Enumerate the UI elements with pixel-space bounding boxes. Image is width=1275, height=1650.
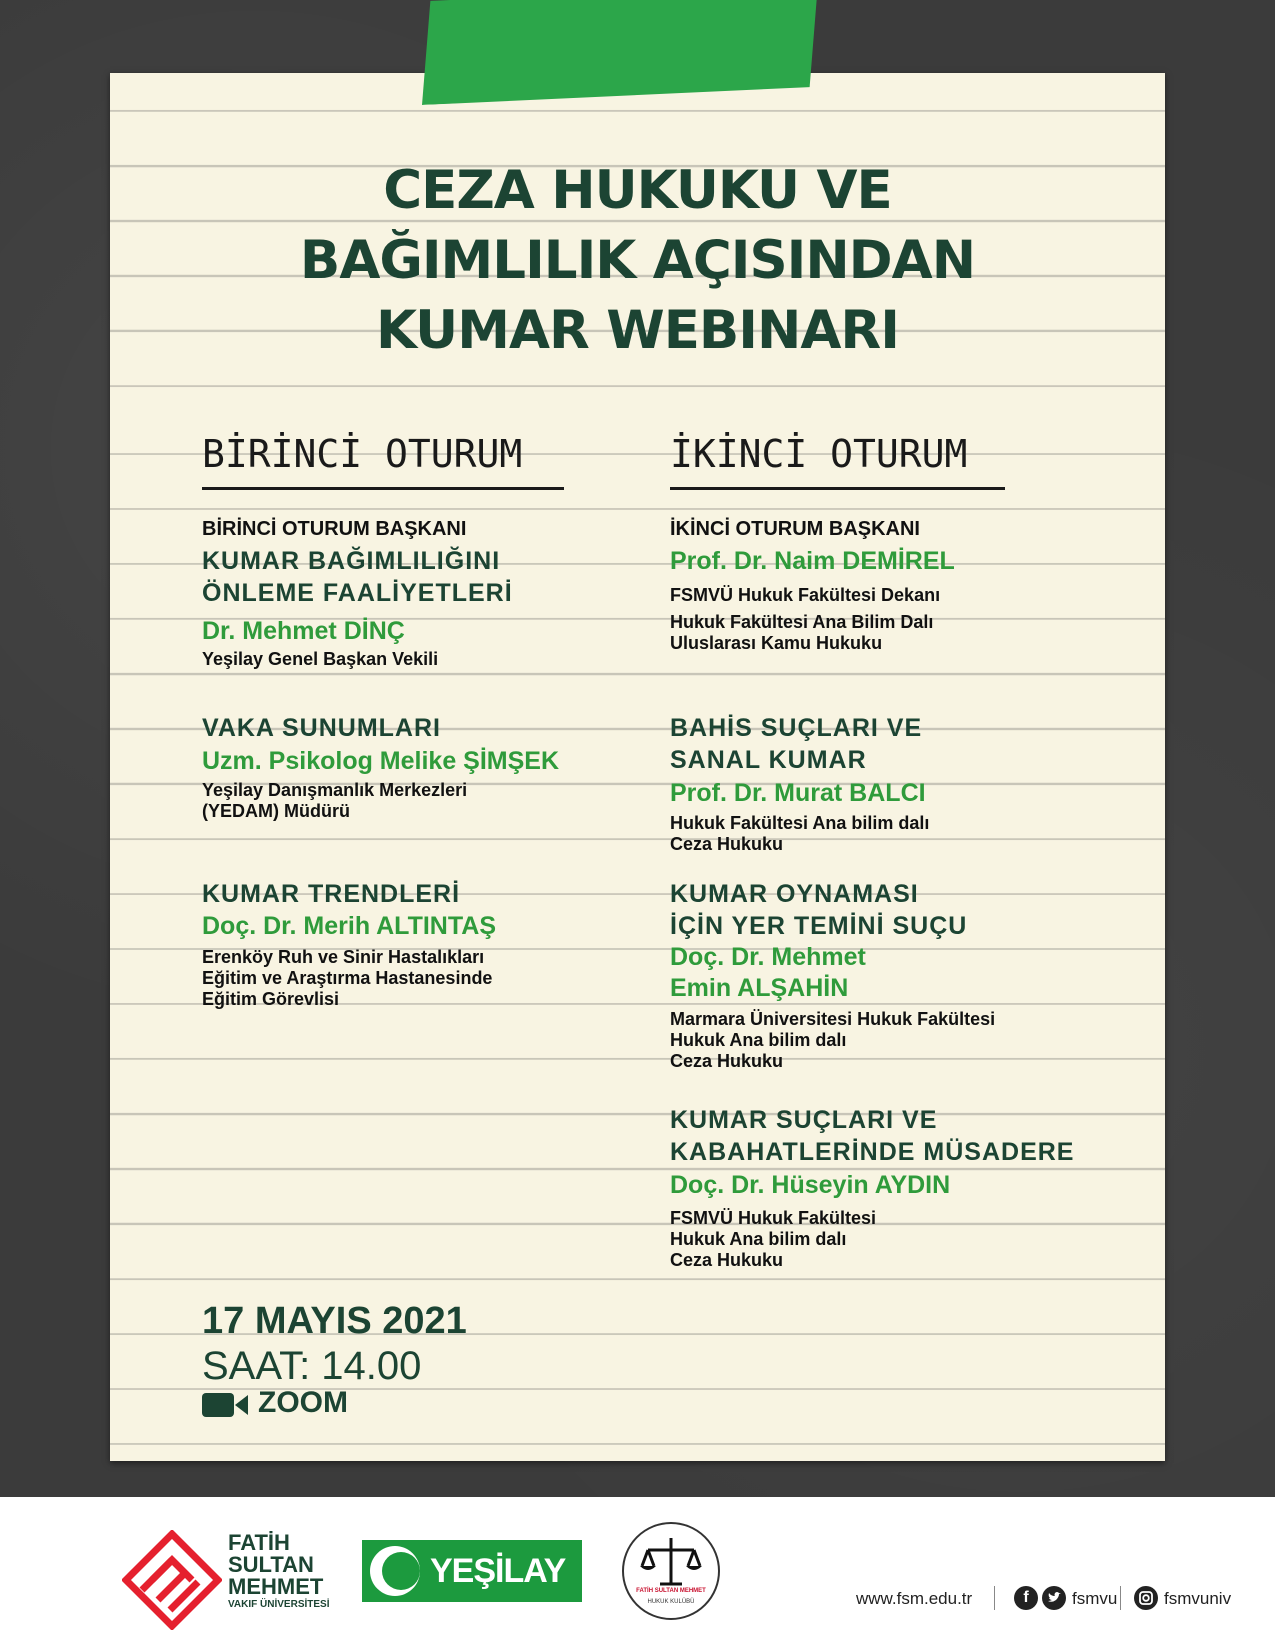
footer-divider-2 (1120, 1586, 1121, 1610)
session1-heading: BİRİNCİ OTURUM (202, 432, 523, 476)
session2-chair-label: İKİNCİ OTURUM BAŞKANI (670, 518, 920, 540)
s2-talk3-affiliation-line1: FSMVÜ Hukuk Fakültesi (670, 1208, 877, 1228)
event-date: 17 MAYIS 2021 (202, 1300, 467, 1342)
s1-talk3-speaker: Doç. Dr. Merih ALTINTAŞ (202, 912, 496, 940)
s2-talk1-speaker: Prof. Dr. Murat BALCI (670, 779, 926, 807)
s2-talk2-title-line1: KUMAR OYNAMASI (670, 880, 919, 908)
fsm-logo-line2: SULTAN (228, 1552, 314, 1577)
facebook-icon[interactable]: f (1014, 1586, 1038, 1610)
green-tape (418, 0, 822, 105)
s2-talk1-affiliation-line2: Ceza Hukuku (670, 834, 784, 854)
s1-talk3-affiliation-line2: Eğitim ve Araştırma Hastanesinde (202, 968, 493, 988)
s1-talk1-affiliation: Yeşilay Genel Başkan Vekili (202, 649, 439, 669)
title-line-1: CEZA HUKUKU VE (383, 160, 892, 221)
club-logo-line2: HUKUK KULÜBÜ (647, 1599, 695, 1605)
s2-talk3-speaker: Doç. Dr. Hüseyin AYDIN (670, 1171, 951, 1199)
session1-underline (202, 487, 564, 490)
law-club-logo (622, 1522, 720, 1620)
twitter-icon[interactable] (1042, 1586, 1066, 1610)
session2-chair-affiliation-line1: FSMVÜ Hukuk Fakültesi Dekanı (670, 585, 941, 605)
fsm-logo-line1: FATİH (228, 1530, 290, 1555)
s1-talk2-affiliation-line1: Yeşilay Danışmanlık Merkezleri (202, 780, 468, 800)
s1-talk3-title: KUMAR TRENDLERİ (202, 880, 461, 908)
yesilay-logo (362, 1540, 582, 1602)
s1-talk2-title: VAKA SUNUMLARI (202, 714, 441, 742)
s2-talk1-title-line1: BAHİS SUÇLARI VE (670, 714, 923, 742)
s2-talk2-title-line2: İÇİN YER TEMİNİ SUÇU (670, 912, 968, 940)
s1-talk2-speaker: Uzm. Psikolog Melike ŞİMŞEK (202, 747, 560, 775)
title-line-3: KUMAR WEBINARI (376, 300, 899, 361)
s2-talk1-title-line2: SANAL KUMAR (670, 746, 867, 774)
session2-heading: İKİNCİ OTURUM (670, 432, 968, 476)
s2-talk2-speaker-line1: Doç. Dr. Mehmet (670, 943, 866, 971)
yesilay-text: YEŞİLAY (430, 1552, 566, 1590)
s2-talk2-speaker-line2: Emin ALŞAHİN (670, 974, 849, 1002)
s2-talk3-affiliation-line2: Hukuk Ana bilim dalı (670, 1229, 847, 1249)
footer-divider-1 (994, 1586, 995, 1610)
s1-talk2-affiliation-line2: (YEDAM) Müdürü (202, 801, 350, 821)
s2-talk1-affiliation-line1: Hukuk Fakültesi Ana bilim dalı (670, 813, 930, 833)
session2-chair-name: Prof. Dr. Naim DEMİREL (670, 547, 955, 575)
session1-chair-label: BİRİNCİ OTURUM BAŞKANI (202, 518, 467, 540)
session2-chair-affiliation-line3: Uluslarası Kamu Hukuku (670, 633, 883, 653)
event-platform: ZOOM (258, 1386, 348, 1419)
fsm-logo-sub: VAKIF ÜNİVERSİTESİ (228, 1599, 330, 1610)
club-logo-line1: FATİH SULTAN MEHMET (636, 1588, 706, 1594)
title-line-2: BAĞIMLILIK AÇISINDAN (299, 230, 976, 291)
event-time: SAAT: 14.00 (202, 1344, 422, 1388)
s1-talk1-title-line1: KUMAR BAĞIMLILIĞINI (202, 547, 501, 575)
fsm-logo-line3: MEHMET (228, 1574, 324, 1599)
social-handle-1[interactable]: fsmvu (1072, 1589, 1118, 1608)
s2-talk2-affiliation-line3: Ceza Hukuku (670, 1051, 784, 1071)
s2-talk3-title-line1: KUMAR SUÇLARI VE (670, 1106, 938, 1134)
fsm-logo-mark (122, 1530, 222, 1630)
website-link[interactable]: www.fsm.edu.tr (856, 1589, 973, 1608)
s1-talk3-affiliation-line3: Eğitim Görevlisi (202, 989, 340, 1009)
s1-talk3-affiliation-line1: Erenköy Ruh ve Sinir Hastalıkları (202, 947, 485, 967)
crescent-icon (370, 1546, 420, 1596)
s2-talk2-affiliation-line2: Hukuk Ana bilim dalı (670, 1030, 847, 1050)
s1-talk1-title-line2: ÖNLEME FAALİYETLERİ (202, 579, 513, 607)
s1-talk1-speaker: Dr. Mehmet DİNÇ (202, 617, 405, 645)
s2-talk2-affiliation-line1: Marmara Üniversitesi Hukuk Fakültesi (670, 1009, 996, 1029)
session2-underline (670, 487, 1005, 490)
video-camera-icon (202, 1391, 250, 1419)
social-handle-2[interactable]: fsmvuniv (1164, 1589, 1232, 1608)
s2-talk3-affiliation-line3: Ceza Hukuku (670, 1250, 784, 1270)
instagram-icon[interactable] (1134, 1586, 1158, 1610)
session2-chair-affiliation-line2: Hukuk Fakültesi Ana Bilim Dalı (670, 612, 934, 632)
s2-talk3-title-line2: KABAHATLERİNDE MÜSADERE (670, 1138, 1075, 1166)
fsm-logo-text (228, 1532, 330, 1612)
